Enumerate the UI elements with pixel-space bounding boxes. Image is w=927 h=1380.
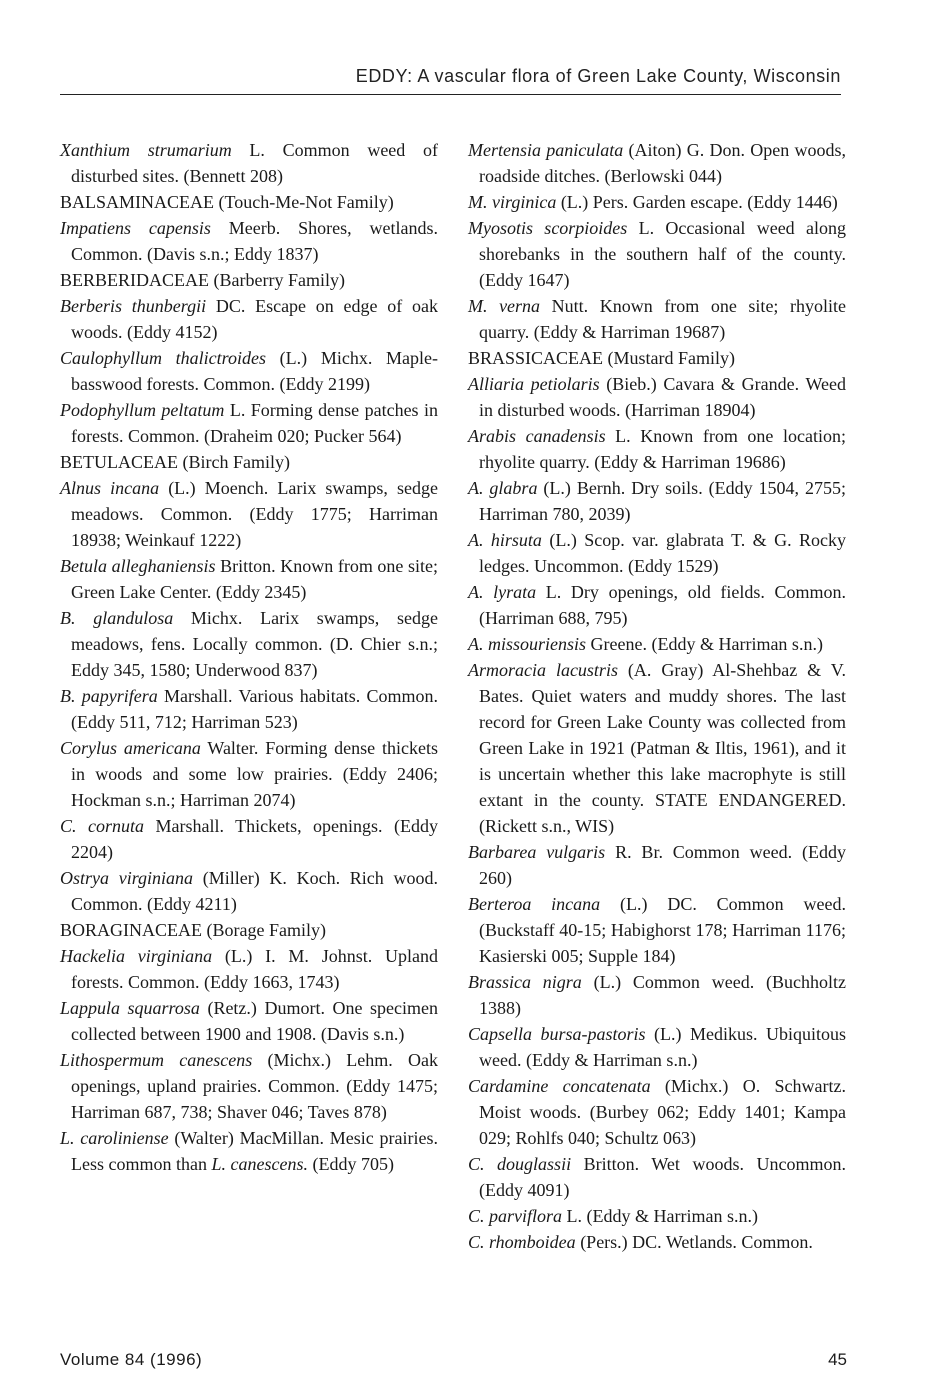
species-name: C. rhomboidea [468, 1232, 576, 1252]
species-description: (Aiton) G. Don. Open woods, roadside ditches. (Berlowski 044) [479, 140, 846, 186]
species-entry [60, 137, 438, 189]
species-description: (L.) Pers. Garden escape. (Eddy 1446) [556, 192, 838, 212]
running-head: EDDY: A vascular flora of Green Lake County, Wisconsin [355, 66, 841, 86]
species-entry [468, 839, 846, 891]
species-description: (L.) Bernh. Dry soils. (Eddy 1504, 2755; Harriman 780, 2039) [479, 478, 846, 524]
species-name: Armoracia lacustris [468, 660, 618, 680]
volume-footer: Volume 84 (1996) [60, 1350, 203, 1369]
species-entry [60, 215, 438, 267]
species-description: (L.) Common weed. (Buchholtz 1388) [479, 972, 846, 1018]
species-name: Caulophyllum thalictroides [60, 348, 266, 368]
species-entry [60, 397, 438, 449]
species-entry [60, 345, 438, 397]
species-description: (Pers.) DC. Wetlands. Common. [575, 1232, 813, 1252]
species-name: Brassica nigra [468, 972, 582, 992]
species-name: Alliaria petiolaris [468, 374, 600, 394]
species-entry [468, 1021, 846, 1073]
species-name: Betula alleghaniensis [60, 556, 216, 576]
species-entry [468, 371, 846, 423]
species-entry [60, 1047, 438, 1125]
species-name: Xanthium strumarium [60, 140, 232, 160]
family-heading: BETULACEAE (Birch Family) [60, 452, 290, 472]
species-entry [468, 657, 846, 839]
species-name: A. glabra [468, 478, 538, 498]
species-entry [60, 293, 438, 345]
species-entry [468, 423, 846, 475]
species-name: L. caroliniense [60, 1128, 169, 1148]
species-description: (Miller) K. Koch. Rich wood. Common. (Eddy 4211) [71, 868, 438, 914]
species-description: Walter. Forming dense thickets in woods and some low prairies. (Eddy 2406; Hockman s.n.; Harriman 2074) [71, 738, 438, 810]
species-description: (Retz.) Dumort. One specimen collected between 1900 and 1908. (Davis s.n.) [71, 998, 438, 1044]
species-name: Barbarea vulgaris [468, 842, 606, 862]
species-entry [60, 683, 438, 735]
species-entry [468, 1073, 846, 1151]
species-description: (L.) Moench. Larix swamps, sedge meadows. Common. (Eddy 1775; Harriman 18938; Weinkauf 1222) [71, 478, 438, 550]
species-name: C. douglassii [468, 1154, 572, 1174]
left-column [60, 137, 438, 1177]
species-name: B. papyrifera [60, 686, 158, 706]
species-name: Cardamine concatenata [468, 1076, 651, 1096]
species-entry [60, 1125, 438, 1177]
species-description: (L.) Medikus. Ubiquitous weed. (Eddy & Harriman s.n.) [479, 1024, 846, 1070]
species-description: L. Dry openings, old fields. Common. (Harriman 688, 795) [479, 582, 846, 628]
species-entry [468, 475, 846, 527]
species-name: Podophyllum peltatum [60, 400, 225, 420]
family-heading: BRASSICACEAE (Mustard Family) [468, 348, 736, 368]
species-name: Alnus incana [60, 478, 160, 498]
species-name-ref: L. canescens. [211, 1154, 308, 1174]
species-entry [60, 943, 438, 995]
species-name: Arabis canadensis [468, 426, 606, 446]
species-entry [60, 475, 438, 553]
species-entry [60, 605, 438, 683]
species-entry [60, 735, 438, 813]
species-description: Marshall. Thickets, openings. (Eddy 2204) [71, 816, 438, 862]
species-entry [468, 579, 846, 631]
species-description: L. Occasional weed along shorebanks in the southern half of the county. (Eddy 1647) [479, 218, 846, 290]
species-name: C. cornuta [60, 816, 144, 836]
species-description: L. Known from one location; rhyolite quarry. (Eddy & Harriman 19686) [479, 426, 846, 472]
species-description: Meerb. Shores, wetlands. Common. (Davis s.n.; Eddy 1837) [71, 218, 438, 264]
species-name: Berberis thunbergii [60, 296, 207, 316]
species-entry [468, 1151, 846, 1203]
species-name: Impatiens capensis [60, 218, 211, 238]
species-entry [468, 293, 846, 345]
species-description: (A. Gray) Al-Shehbaz & V. Bates. Quiet waters and muddy shores. The last record for Green Lake County was collected from Green Lake in 1921 (Patman & Iltis, 1961), and it is uncertain whether this lake macrophyte is still extant in the county. STATE ENDANGERED. (Rickett s.n., WIS) [479, 660, 846, 836]
species-description: DC. Escape on edge of oak woods. (Eddy 4152) [71, 296, 438, 342]
species-description: (L.) I. M. Johnst. Upland forests. Common. (Eddy 1663, 1743) [71, 946, 438, 992]
species-description: R. Br. Common weed. (Eddy 260) [479, 842, 847, 888]
species-entry [60, 813, 438, 865]
species-description: (Michx.) O. Schwartz. Moist woods. (Burbey 062; Eddy 1401; Kampa 029; Rohlfs 040; Schultz 063) [479, 1076, 846, 1148]
page-number: 45 [828, 1350, 847, 1369]
species-name: A. lyrata [468, 582, 537, 602]
species-entry [60, 553, 438, 605]
family-heading: BERBERIDACEAE (Barberry Family) [60, 270, 345, 290]
species-description: (L.) Michx. Maple-basswood forests. Common. (Eddy 2199) [71, 348, 438, 394]
species-entry [60, 995, 438, 1047]
species-name: Berteroa incana [468, 894, 601, 914]
species-description: L. Common weed of disturbed sites. (Bennett 208) [71, 140, 438, 186]
species-name: B. glandulosa [60, 608, 174, 628]
species-description: Greene. (Eddy & Harriman s.n.) [586, 634, 823, 654]
species-name: Hackelia virginiana [60, 946, 213, 966]
species-entry [468, 631, 846, 657]
species-description: L. (Eddy & Harriman s.n.) [562, 1206, 758, 1226]
species-description: Britton. Known from one site; Green Lake Center. (Eddy 2345) [71, 556, 438, 602]
species-description: (Michx.) Lehm. Oak openings, upland prairies. Common. (Eddy 1475; Harriman 687, 738; Shaver 046; Taves 878) [71, 1050, 438, 1122]
species-description: (L.) Scop. var. glabrata T. & G. Rocky ledges. Uncommon. (Eddy 1529) [479, 530, 846, 576]
species-name: Ostrya virginiana [60, 868, 194, 888]
right-column [468, 137, 846, 1255]
species-name: Mertensia paniculata [468, 140, 624, 160]
species-entry [468, 1229, 846, 1255]
species-entry [468, 189, 846, 215]
family-heading: BALSAMINACEAE (Touch-Me-Not Family) [60, 192, 394, 212]
species-name: Capsella bursa-pastoris [468, 1024, 646, 1044]
species-name: M. verna [468, 296, 541, 316]
species-entry [468, 215, 846, 293]
species-description: Marshall. Various habitats. Common. (Eddy 511, 712; Harriman 523) [71, 686, 438, 732]
species-entry [60, 865, 438, 917]
species-name: Lithospermum canescens [60, 1050, 253, 1070]
species-description: Nutt. Known from one site; rhyolite quarry. (Eddy & Harriman 19687) [479, 296, 846, 342]
species-entry [468, 137, 846, 189]
species-name: Corylus americana [60, 738, 201, 758]
species-description: (Walter) MacMillan. Mesic prairies. Less common than [71, 1128, 438, 1174]
header-rule [60, 94, 841, 95]
species-entry [468, 891, 846, 969]
species-name: C. parviflora [468, 1206, 563, 1226]
species-description: Michx. Larix swamps, sedge meadows, fens. Locally common. (D. Chier s.n.; Eddy 345, 1580; Underwood 837) [71, 608, 438, 680]
species-name: A. missouriensis [468, 634, 587, 654]
species-name: A. hirsuta [468, 530, 542, 550]
species-description: (Bieb.) Cavara & Grande. Weed in disturbed woods. (Harriman 18904) [479, 374, 846, 420]
species-description: (L.) DC. Common weed. (Buckstaff 40-15; Habighorst 178; Harriman 1176; Kasierski 005; Supple 184) [479, 894, 846, 966]
species-name: Myosotis scorpioides [468, 218, 628, 238]
species-name: Lappula squarrosa [60, 998, 200, 1018]
species-entry [468, 969, 846, 1021]
species-entry [468, 1203, 846, 1229]
family-heading: BORAGINACEAE (Borage Family) [60, 920, 326, 940]
species-name: M. virginica [468, 192, 557, 212]
species-description: Britton. Wet woods. Uncommon. (Eddy 4091) [479, 1154, 846, 1200]
species-description-tail: (Eddy 705) [307, 1154, 394, 1174]
species-description: L. Forming dense patches in forests. Common. (Draheim 020; Pucker 564) [71, 400, 438, 446]
species-entry [468, 527, 846, 579]
